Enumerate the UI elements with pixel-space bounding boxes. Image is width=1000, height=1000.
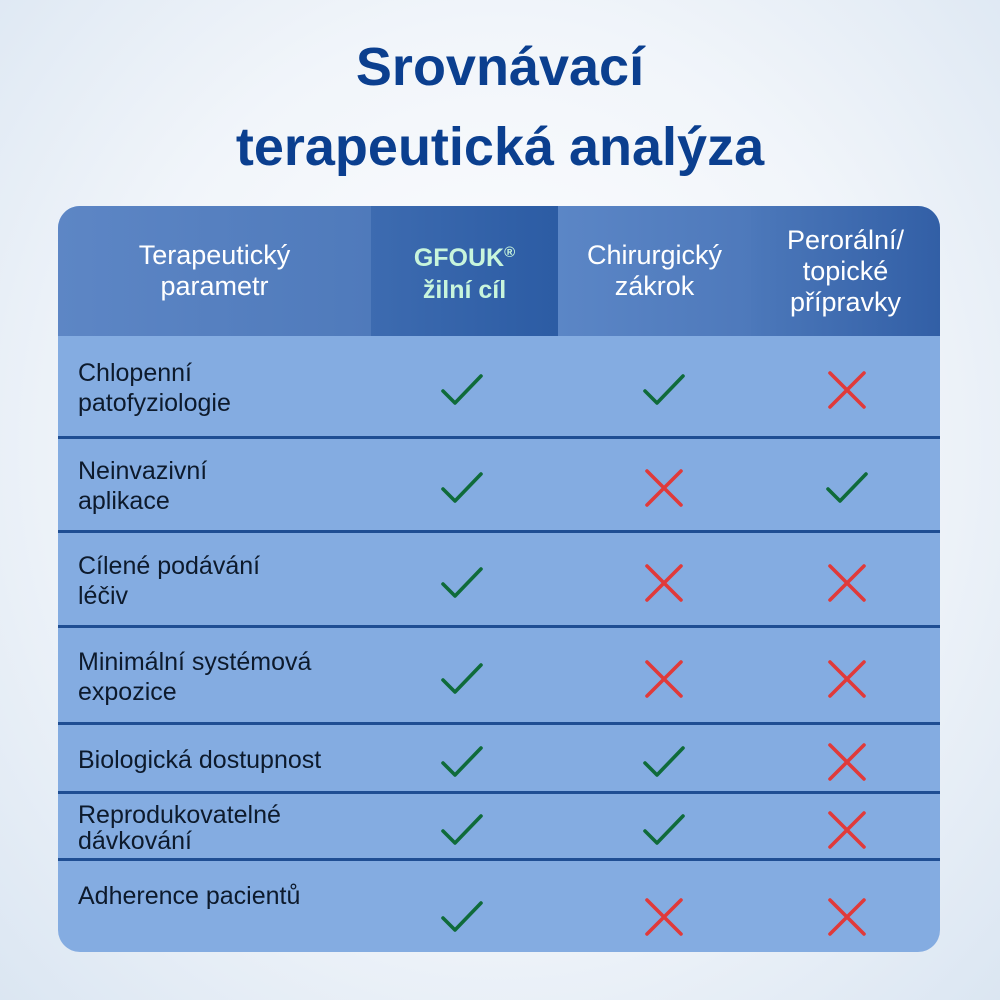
cross-icon [640,655,688,703]
check-icon [438,464,486,512]
header-gfouk-label [414,237,515,306]
cross-icon [640,464,688,512]
header-oral [751,206,940,336]
row-label: Cílené podávání léčiv [78,551,261,610]
table-row [58,628,940,725]
brand-subtitle: žilní cíl [422,275,507,304]
table-row [58,794,940,861]
cross-icon [640,559,688,607]
check-icon [438,893,486,941]
cross-icon [823,655,871,703]
header-parameter-label: Terapeutický parametr [138,240,291,301]
table-row [58,439,940,533]
check-icon [438,806,486,854]
table-row [58,336,940,439]
check-icon [438,738,486,786]
check-icon [438,366,486,414]
page-title-line-1: Srovnávací [355,37,645,97]
row-label: Biologická dostupnost [78,745,322,774]
header-surgery-label: Chirurgický zákrok [586,240,723,301]
header-surgery [558,206,751,336]
table-row [58,861,940,952]
brand-name: GFOUK [413,243,505,272]
row-label: Adherence pacientů [78,882,301,910]
check-icon [640,738,688,786]
check-icon [438,559,486,607]
cross-icon [823,893,871,941]
cross-icon [823,559,871,607]
cross-icon [640,893,688,941]
row-label: Neinvazivní aplikace [78,457,208,515]
check-icon [640,366,688,414]
table-header [58,206,940,336]
check-icon [823,464,871,512]
registered-mark: ® [504,243,516,261]
page-title-line-2: terapeutická analýza [235,117,765,177]
comparison-table [58,206,940,952]
table-row [58,725,940,794]
row-label: Chlopenní patofyziologie [78,358,231,417]
header-gfouk [371,206,558,336]
row-label: Reprodukovatelné dávkování [78,800,281,855]
cross-icon [823,366,871,414]
header-parameter [58,206,371,336]
cross-icon [823,806,871,854]
table-row [58,533,940,628]
check-icon [438,655,486,703]
check-icon [640,806,688,854]
row-label: Minimální systémová expozice [78,647,312,706]
header-oral-label: Perorální/ topické přípravky [786,224,905,317]
cross-icon [823,738,871,786]
